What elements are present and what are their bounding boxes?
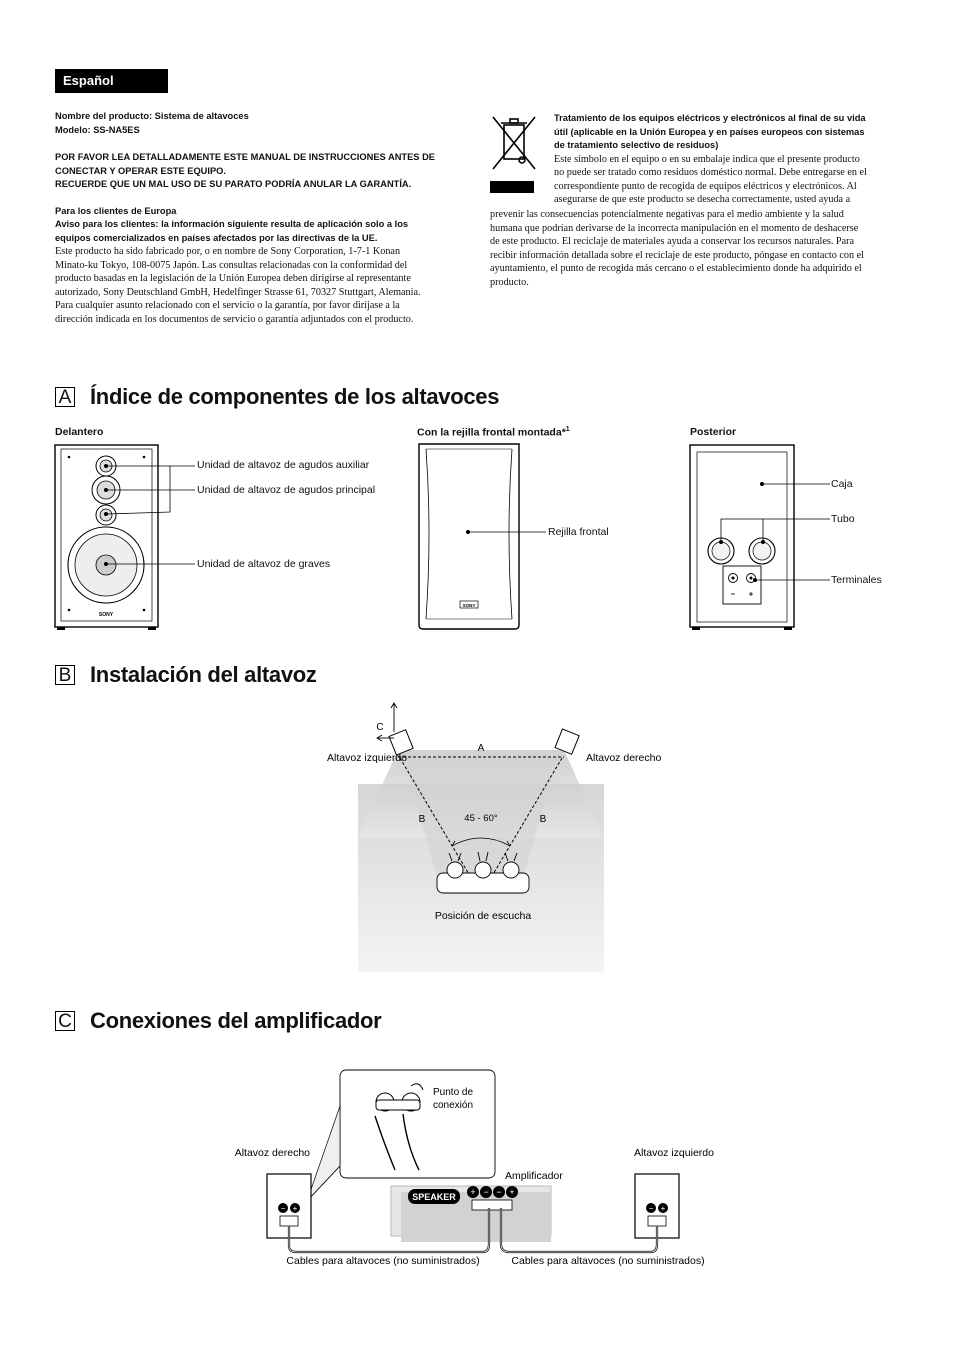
- product-name-line: Nombre del producto: Sistema de altavoces: [55, 111, 249, 121]
- front-callout-lines: [100, 456, 195, 571]
- angle-range-label: 45 - 60°: [464, 813, 498, 824]
- grille-callout-line: [464, 528, 546, 536]
- body-line: Este producto ha sido fabricado por, o en nombre de Sony Corporation, 1-7-1 Konan: [55, 246, 401, 257]
- rear-callout-lines: [715, 476, 830, 586]
- weee-body-line: no puede ser tratado como residuos doméstico normal. Debe entregarse en el: [554, 167, 867, 179]
- main-tweeter-label: Unidad de altavoz de agudos principal: [197, 484, 376, 496]
- notice-line: equipos comercializados en países afectados por las directivas de la UE.: [55, 232, 378, 243]
- distance-b-left-label: B: [418, 814, 426, 825]
- svg-text:−: −: [483, 1187, 489, 1197]
- europe-heading: Para los clientes de Europa: [55, 205, 177, 216]
- language-tab: Español: [55, 69, 168, 93]
- front-view-heading: Delantero: [55, 426, 104, 438]
- section-c-heading: [55, 1008, 381, 1034]
- distance-a-label: A: [477, 743, 485, 754]
- weee-body: [490, 208, 910, 290]
- svg-text:+: +: [292, 1204, 298, 1213]
- right-speaker-label: Altavoz derecho: [234, 1147, 310, 1159]
- section-title: Índice de componentes de los altavoces: [90, 384, 500, 409]
- angle-c-label: C: [376, 722, 384, 733]
- section-title: Instalación del altavoz: [90, 662, 317, 687]
- warning-line: RECUERDE QUE UN MAL USO DE SU PARATO PODRÍA ANULAR LA GARANTÍA.: [55, 179, 412, 189]
- section-letter: C: [55, 1011, 75, 1031]
- grille-heading-text: Con la rejilla frontal montada*: [417, 426, 566, 439]
- amplifier-label: Amplificador: [505, 1170, 563, 1182]
- speaker-badge: SPEAKER: [412, 1192, 456, 1202]
- weee-body-line: de este producto. El reciclaje de materiales ayuda a conservar los recursos naturales. Para: [490, 236, 855, 248]
- warning-line: POR FAVOR LEA DETALLADAMENTE ESTE MANUAL DE INSTRUCCIONES ANTES DE: [55, 152, 435, 162]
- body-line: Minato-ku Tokyo, 108-0075 Japón. Las consultas relacionadas con la conformidad del: [55, 259, 408, 271]
- cable-left-label: Cables para altavoces (no suministrados): [286, 1255, 480, 1267]
- body-line: autorizado, Sony Deutschland GmbH, Hedelfinger Strasse 61, 70327 Stuttgart, Alemania.: [55, 286, 421, 298]
- connection-diagram: [225, 1066, 730, 1271]
- right-speaker-label: Altavoz derecho: [586, 752, 662, 764]
- cabinet-label: Caja: [831, 478, 853, 490]
- weee-body-line: ayuntamiento, el punto de recogida más cercano o el establecimiento donde ha adquirido el: [490, 263, 862, 275]
- connection-point-label-2: conexión: [433, 1100, 474, 1111]
- weee-title-line: Tratamiento de los equipos eléctricos y electrónicos al final de su vida: [554, 113, 866, 123]
- front-logo: SONY: [98, 612, 114, 618]
- body-line: producto basadas en la legislación de la Unión Europea deben dirigirse al representante: [55, 273, 411, 285]
- footnote-mark: 1: [565, 426, 570, 433]
- weee-body-line: correspondiente punto de recogida de equipos eléctricos y electrónicos. Al: [554, 180, 857, 192]
- svg-text:−: −: [648, 1204, 654, 1213]
- weee-title: [554, 112, 906, 207]
- warning-line: CONECTAR Y OPERAR ESTE EQUIPO.: [55, 165, 226, 176]
- section-b-heading: [55, 662, 317, 688]
- grille-logo: SONY: [462, 603, 476, 608]
- left-speaker-label: Altavoz izquierdo: [327, 752, 407, 764]
- svg-text:+: +: [509, 1187, 515, 1197]
- grille-label: Rejilla frontal: [548, 526, 609, 538]
- weee-body-line: asegurarse de que este producto se desecha correctamente, usted ayuda a: [554, 194, 851, 206]
- section-letter: B: [55, 665, 75, 685]
- svg-text:+: +: [470, 1187, 476, 1197]
- left-speaker-label: Altavoz izquierdo: [634, 1147, 714, 1159]
- section-a-heading: [55, 384, 499, 410]
- weee-title-line: útil (aplicable en la Unión Europea y en países europeos con sistemas: [554, 126, 865, 137]
- section-title: Conexiones del amplificador: [90, 1008, 382, 1033]
- cable-right-label: Cables para altavoces (no suministrados): [511, 1255, 705, 1267]
- weee-body-line: recibir información detallada sobre el reciclaje de este producto, póngase en contacto con el: [490, 249, 864, 261]
- weee-body-line: humana que podrían derivarse de la incorrecta manipulación en el momento de deshacerse: [490, 222, 859, 234]
- weee-body-line: Este símbolo en el equipo o en su embalaje indica que el presente producto: [554, 153, 860, 165]
- crossed-bin-icon: [489, 113, 539, 196]
- notice-line: Aviso para los clientes: la información siguiente resulta de aplicación solo a los: [55, 219, 409, 229]
- port-label: Tubo: [831, 513, 855, 525]
- intro-block: [55, 110, 475, 327]
- svg-text:−: −: [496, 1187, 502, 1197]
- aux-tweeter-label: Unidad de altavoz de agudos auxiliar: [197, 459, 370, 471]
- svg-text:−: −: [280, 1204, 286, 1213]
- terminals-label: Terminales: [831, 574, 882, 586]
- weee-body-line: producto.: [490, 276, 529, 288]
- grille-view-heading: [417, 426, 570, 439]
- listening-position-label: Posición de escucha: [434, 910, 532, 922]
- weee-body-line: prevenir las consecuencias potencialmente negativas para el medio ambiente y la salud: [490, 209, 844, 220]
- section-letter: A: [55, 387, 75, 407]
- woofer-label: Unidad de altavoz de graves: [197, 558, 331, 570]
- model-line: Modelo: SS-NA5ES: [55, 124, 140, 135]
- body-line: Para cualquier asunto relacionado con el servicio o la garantía, por favor diríjase a la: [55, 300, 400, 312]
- grille-speaker-illustration: [416, 443, 522, 631]
- rear-view-heading: Posterior: [690, 426, 737, 438]
- installation-diagram: [290, 698, 675, 978]
- connection-point-label-1: Punto de: [433, 1087, 474, 1098]
- body-line: dirección indicada en los documentos de servicio o garantía adjuntados con el producto.: [55, 313, 414, 325]
- weee-title-line: de tratamiento selectivo de residuos): [554, 140, 719, 150]
- svg-text:+: +: [660, 1204, 666, 1213]
- distance-b-right-label: B: [539, 814, 547, 825]
